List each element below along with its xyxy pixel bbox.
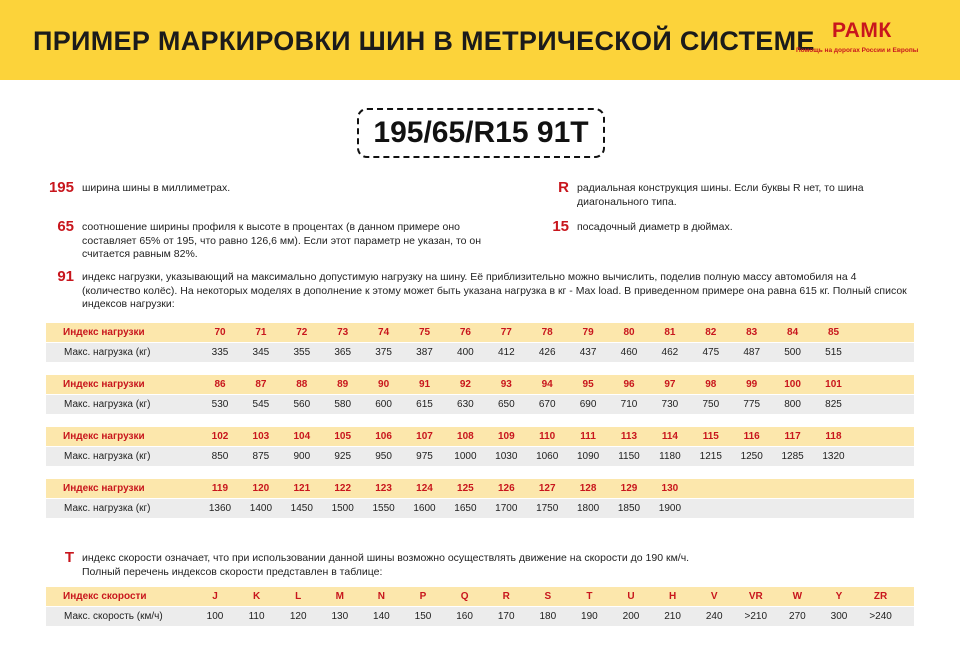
value-cell: 387	[416, 347, 433, 358]
value-cell: 630	[457, 399, 474, 410]
value-cell: 1550	[372, 503, 395, 514]
row-label: Макс. нагрузка (кг)	[64, 347, 151, 358]
value-cell: 750	[702, 399, 720, 410]
value-cell: 120	[289, 611, 307, 622]
value-cell: 1450	[290, 503, 313, 514]
value-cell: 710	[620, 399, 638, 410]
value-cell: 650	[497, 399, 515, 410]
index-cell: 93	[500, 379, 512, 390]
index-cell: P	[419, 591, 427, 602]
value-cell: 875	[252, 451, 270, 462]
value-cell: 210	[664, 611, 681, 622]
index-cell: S	[544, 591, 552, 602]
value-cell: 170	[497, 611, 515, 622]
load-table	[46, 427, 914, 466]
value-cell: 1180	[659, 451, 681, 462]
load-table	[46, 375, 914, 414]
index-cell: R	[502, 591, 510, 602]
value-cell: 150	[414, 611, 432, 622]
value-cell: >240	[869, 611, 892, 622]
index-cell: 123	[375, 483, 392, 494]
index-cell: 81	[664, 327, 676, 338]
load-value-row	[46, 499, 914, 518]
value-cell: 365	[334, 347, 352, 358]
index-cell: 105	[334, 431, 352, 442]
index-cell: 125	[457, 483, 474, 494]
value-cell: 560	[293, 399, 311, 410]
index-cell: 129	[620, 483, 638, 494]
value-cell: 240	[705, 611, 723, 622]
item-number: 91	[57, 268, 74, 285]
index-cell: 108	[457, 431, 474, 442]
load-value-row	[46, 447, 914, 466]
value-cell: 1850	[617, 503, 641, 514]
row-label: Макс. нагрузка (кг)	[64, 399, 151, 410]
row-label: Индекс нагрузки	[63, 431, 145, 442]
load-table	[46, 479, 914, 518]
value-cell: 345	[252, 347, 270, 358]
value-cell: 375	[375, 347, 392, 358]
value-cell: 1800	[576, 503, 600, 514]
index-cell: 91	[418, 379, 431, 390]
value-cell: 1750	[536, 503, 559, 514]
value-cell: 800	[784, 399, 801, 410]
value-cell: 335	[211, 347, 229, 358]
value-cell: 300	[830, 611, 848, 622]
value-cell: 825	[825, 399, 842, 410]
load-table	[46, 323, 914, 362]
value-cell: 426	[538, 347, 556, 358]
index-cell: U	[627, 591, 635, 602]
index-cell: 72	[296, 327, 308, 338]
value-cell: 140	[373, 611, 390, 622]
index-cell: 109	[497, 431, 515, 442]
index-cell: 92	[459, 379, 471, 390]
value-cell: >210	[744, 611, 768, 622]
index-cell: 122	[334, 483, 352, 494]
value-cell: 110	[248, 611, 265, 622]
value-cell: 515	[825, 347, 842, 358]
index-cell: 130	[661, 483, 679, 494]
index-cell: 78	[541, 327, 553, 338]
item-number: 15	[552, 218, 569, 235]
load-index-row	[46, 427, 914, 446]
index-cell: 71	[255, 327, 267, 338]
value-cell: 100	[206, 611, 224, 622]
index-cell: 113	[620, 431, 638, 442]
index-cell: 126	[497, 483, 515, 494]
index-cell: N	[377, 591, 385, 602]
value-cell: 1250	[740, 451, 763, 462]
value-cell: 412	[497, 347, 515, 358]
item-description: ширина шины в миллиметрах.	[82, 182, 231, 194]
index-cell: 94	[541, 379, 553, 390]
value-cell: 500	[784, 347, 801, 358]
value-cell: 545	[252, 399, 270, 410]
index-cell: T	[586, 591, 593, 602]
index-cell: 100	[784, 379, 801, 390]
index-cell: 97	[664, 379, 676, 390]
index-cell: V	[710, 591, 718, 602]
index-cell: 106	[375, 431, 392, 442]
item-description: индекс скорости означает, что при использовании данной шины возможно осуществлять движение на скорости до 190 км/ч. Полный перечень индексов скорости представлен в таблице:	[82, 552, 690, 578]
index-cell: 87	[255, 379, 267, 390]
index-cell: 83	[746, 327, 758, 338]
row-label: Макс. нагрузка (кг)	[64, 451, 151, 462]
logo-text: РАМК	[832, 19, 892, 42]
row-label: Индекс нагрузки	[63, 379, 145, 390]
value-cell: 1900	[658, 503, 682, 514]
ramk-logo	[796, 20, 936, 54]
index-cell: 111	[580, 431, 596, 442]
value-cell: 1060	[536, 451, 559, 462]
index-cell: 80	[623, 327, 635, 338]
index-cell: K	[252, 591, 261, 602]
index-cell: 124	[416, 483, 433, 494]
index-cell: 118	[825, 431, 842, 442]
index-cell: 101	[825, 379, 842, 390]
item-description: индекс нагрузки, указывающий на максимально допустимую нагрузку на шину. Её приблизительно можно вычислить, поделив полную массу автомобиля на 4 (количество колёс). На некоторых моделях в дополнение к этому может быть указана нагрузка в кг - Max load. В приведенном примере она равна 615 кг. Полный список индексов нагрузки:	[82, 271, 907, 310]
value-cell: 1150	[618, 451, 640, 462]
index-cell: M	[335, 591, 344, 602]
item-number: 195	[48, 179, 74, 196]
load-index-row	[46, 323, 914, 342]
row-label: Макс. скорость (км/ч)	[64, 611, 163, 622]
value-cell: 1400	[249, 503, 273, 514]
value-cell: 200	[622, 611, 640, 622]
index-cell: 77	[500, 327, 512, 338]
index-cell: W	[792, 591, 803, 602]
index-cell: L	[295, 591, 302, 602]
index-cell: 117	[784, 431, 801, 442]
value-cell: 925	[334, 451, 352, 462]
value-cell: 530	[211, 399, 229, 410]
value-cell: 437	[579, 347, 597, 358]
value-cell: 850	[211, 451, 229, 462]
index-cell: 74	[378, 327, 390, 338]
index-cell: 128	[579, 483, 597, 494]
load-index-row	[46, 479, 914, 498]
index-cell: 70	[214, 327, 226, 338]
value-cell: 1030	[495, 451, 518, 462]
index-cell: 99	[746, 379, 758, 390]
value-cell: 130	[331, 611, 349, 622]
index-cell: 98	[705, 379, 717, 390]
item-description: радиальная конструкция шины. Если буквы R нет, то шина диагонального типа.	[577, 182, 864, 208]
row-label: Макс. нагрузка (кг)	[64, 503, 151, 514]
value-cell: 180	[539, 611, 557, 622]
index-cell: 120	[252, 483, 270, 494]
index-cell: 84	[787, 327, 799, 338]
index-cell: 110	[539, 431, 556, 442]
index-cell: 89	[337, 379, 349, 390]
index-cell: 114	[661, 431, 678, 442]
page-title: ПРИМЕР МАРКИРОВКИ ШИН В МЕТРИЧЕСКОЙ СИСТЕМЕ	[33, 26, 815, 56]
index-cell: 75	[418, 327, 431, 338]
value-cell: 355	[293, 347, 311, 358]
load-index-row	[46, 375, 914, 394]
item-number: T	[64, 549, 74, 566]
value-cell: 600	[375, 399, 392, 410]
value-cell: 690	[579, 399, 597, 410]
speed-table	[46, 587, 914, 626]
index-cell: 127	[538, 483, 556, 494]
index-cell: VR	[748, 591, 763, 602]
value-cell: 460	[620, 347, 638, 358]
value-cell: 1215	[699, 451, 722, 462]
index-cell: 96	[623, 379, 635, 390]
item-number: 65	[57, 218, 74, 235]
speed-index-row	[46, 587, 914, 606]
value-cell: 270	[789, 611, 806, 622]
item-number: R	[558, 179, 569, 196]
index-cell: 88	[296, 379, 308, 390]
index-cell: H	[668, 591, 677, 602]
logo-subtitle: Помощь на дорогах России и Европы	[796, 47, 919, 54]
value-cell: 580	[334, 399, 352, 410]
index-cell: ZR	[873, 591, 888, 602]
index-cell: Y	[835, 591, 843, 602]
index-cell: 119	[211, 483, 229, 494]
index-cell: 121	[293, 483, 311, 494]
index-cell: Q	[460, 591, 469, 602]
value-cell: 1600	[413, 503, 436, 514]
index-cell: 115	[702, 431, 719, 442]
value-cell: 670	[538, 399, 556, 410]
index-cell: 73	[337, 327, 349, 338]
speed-value-row	[46, 607, 914, 626]
value-cell: 975	[416, 451, 433, 462]
value-cell: 1360	[208, 503, 232, 514]
index-cell: 85	[827, 327, 840, 338]
load-value-row	[46, 395, 914, 414]
index-cell: 82	[705, 327, 717, 338]
value-cell: 1500	[331, 503, 354, 514]
value-cell: 900	[293, 451, 311, 462]
value-cell: 1000	[454, 451, 477, 462]
value-cell: 615	[416, 399, 433, 410]
load-value-row	[46, 343, 914, 362]
row-label: Индекс нагрузки	[63, 327, 145, 338]
index-cell: 104	[293, 431, 311, 442]
value-cell: 950	[375, 451, 392, 462]
row-label: Индекс нагрузки	[63, 483, 145, 494]
index-cell: J	[212, 591, 218, 602]
value-cell: 462	[661, 347, 679, 358]
value-cell: 1090	[576, 451, 600, 462]
item-description: посадочный диаметр в дюймах.	[577, 221, 733, 233]
value-cell: 1285	[781, 451, 804, 462]
value-cell: 475	[702, 347, 720, 358]
value-cell: 190	[581, 611, 598, 622]
header-banner	[0, 0, 960, 80]
value-cell: 1320	[822, 451, 845, 462]
value-cell: 775	[743, 399, 761, 410]
value-cell: 487	[743, 347, 761, 358]
row-label: Индекс скорости	[63, 591, 147, 602]
index-cell: 116	[743, 431, 760, 442]
index-cell: 86	[214, 379, 226, 390]
value-cell: 730	[661, 399, 679, 410]
item-description: соотношение ширины профиля к высоте в процентах (в данном примере оно составляет 65% от 195, что равно 126,6 мм). Если этот параметр не указан, то он считается равным 82%.	[82, 221, 482, 260]
value-cell: 1650	[454, 503, 477, 514]
index-cell: 107	[416, 431, 433, 442]
value-cell: 160	[456, 611, 473, 622]
index-cell: 76	[459, 327, 471, 338]
index-cell: 102	[211, 431, 229, 442]
index-cell: 103	[252, 431, 270, 442]
value-cell: 1700	[495, 503, 518, 514]
tire-code-box: 195/65/R15 91T	[357, 108, 605, 158]
index-cell: 95	[582, 379, 594, 390]
index-cell: 79	[582, 327, 594, 338]
value-cell: 400	[457, 347, 474, 358]
index-cell: 90	[378, 379, 390, 390]
